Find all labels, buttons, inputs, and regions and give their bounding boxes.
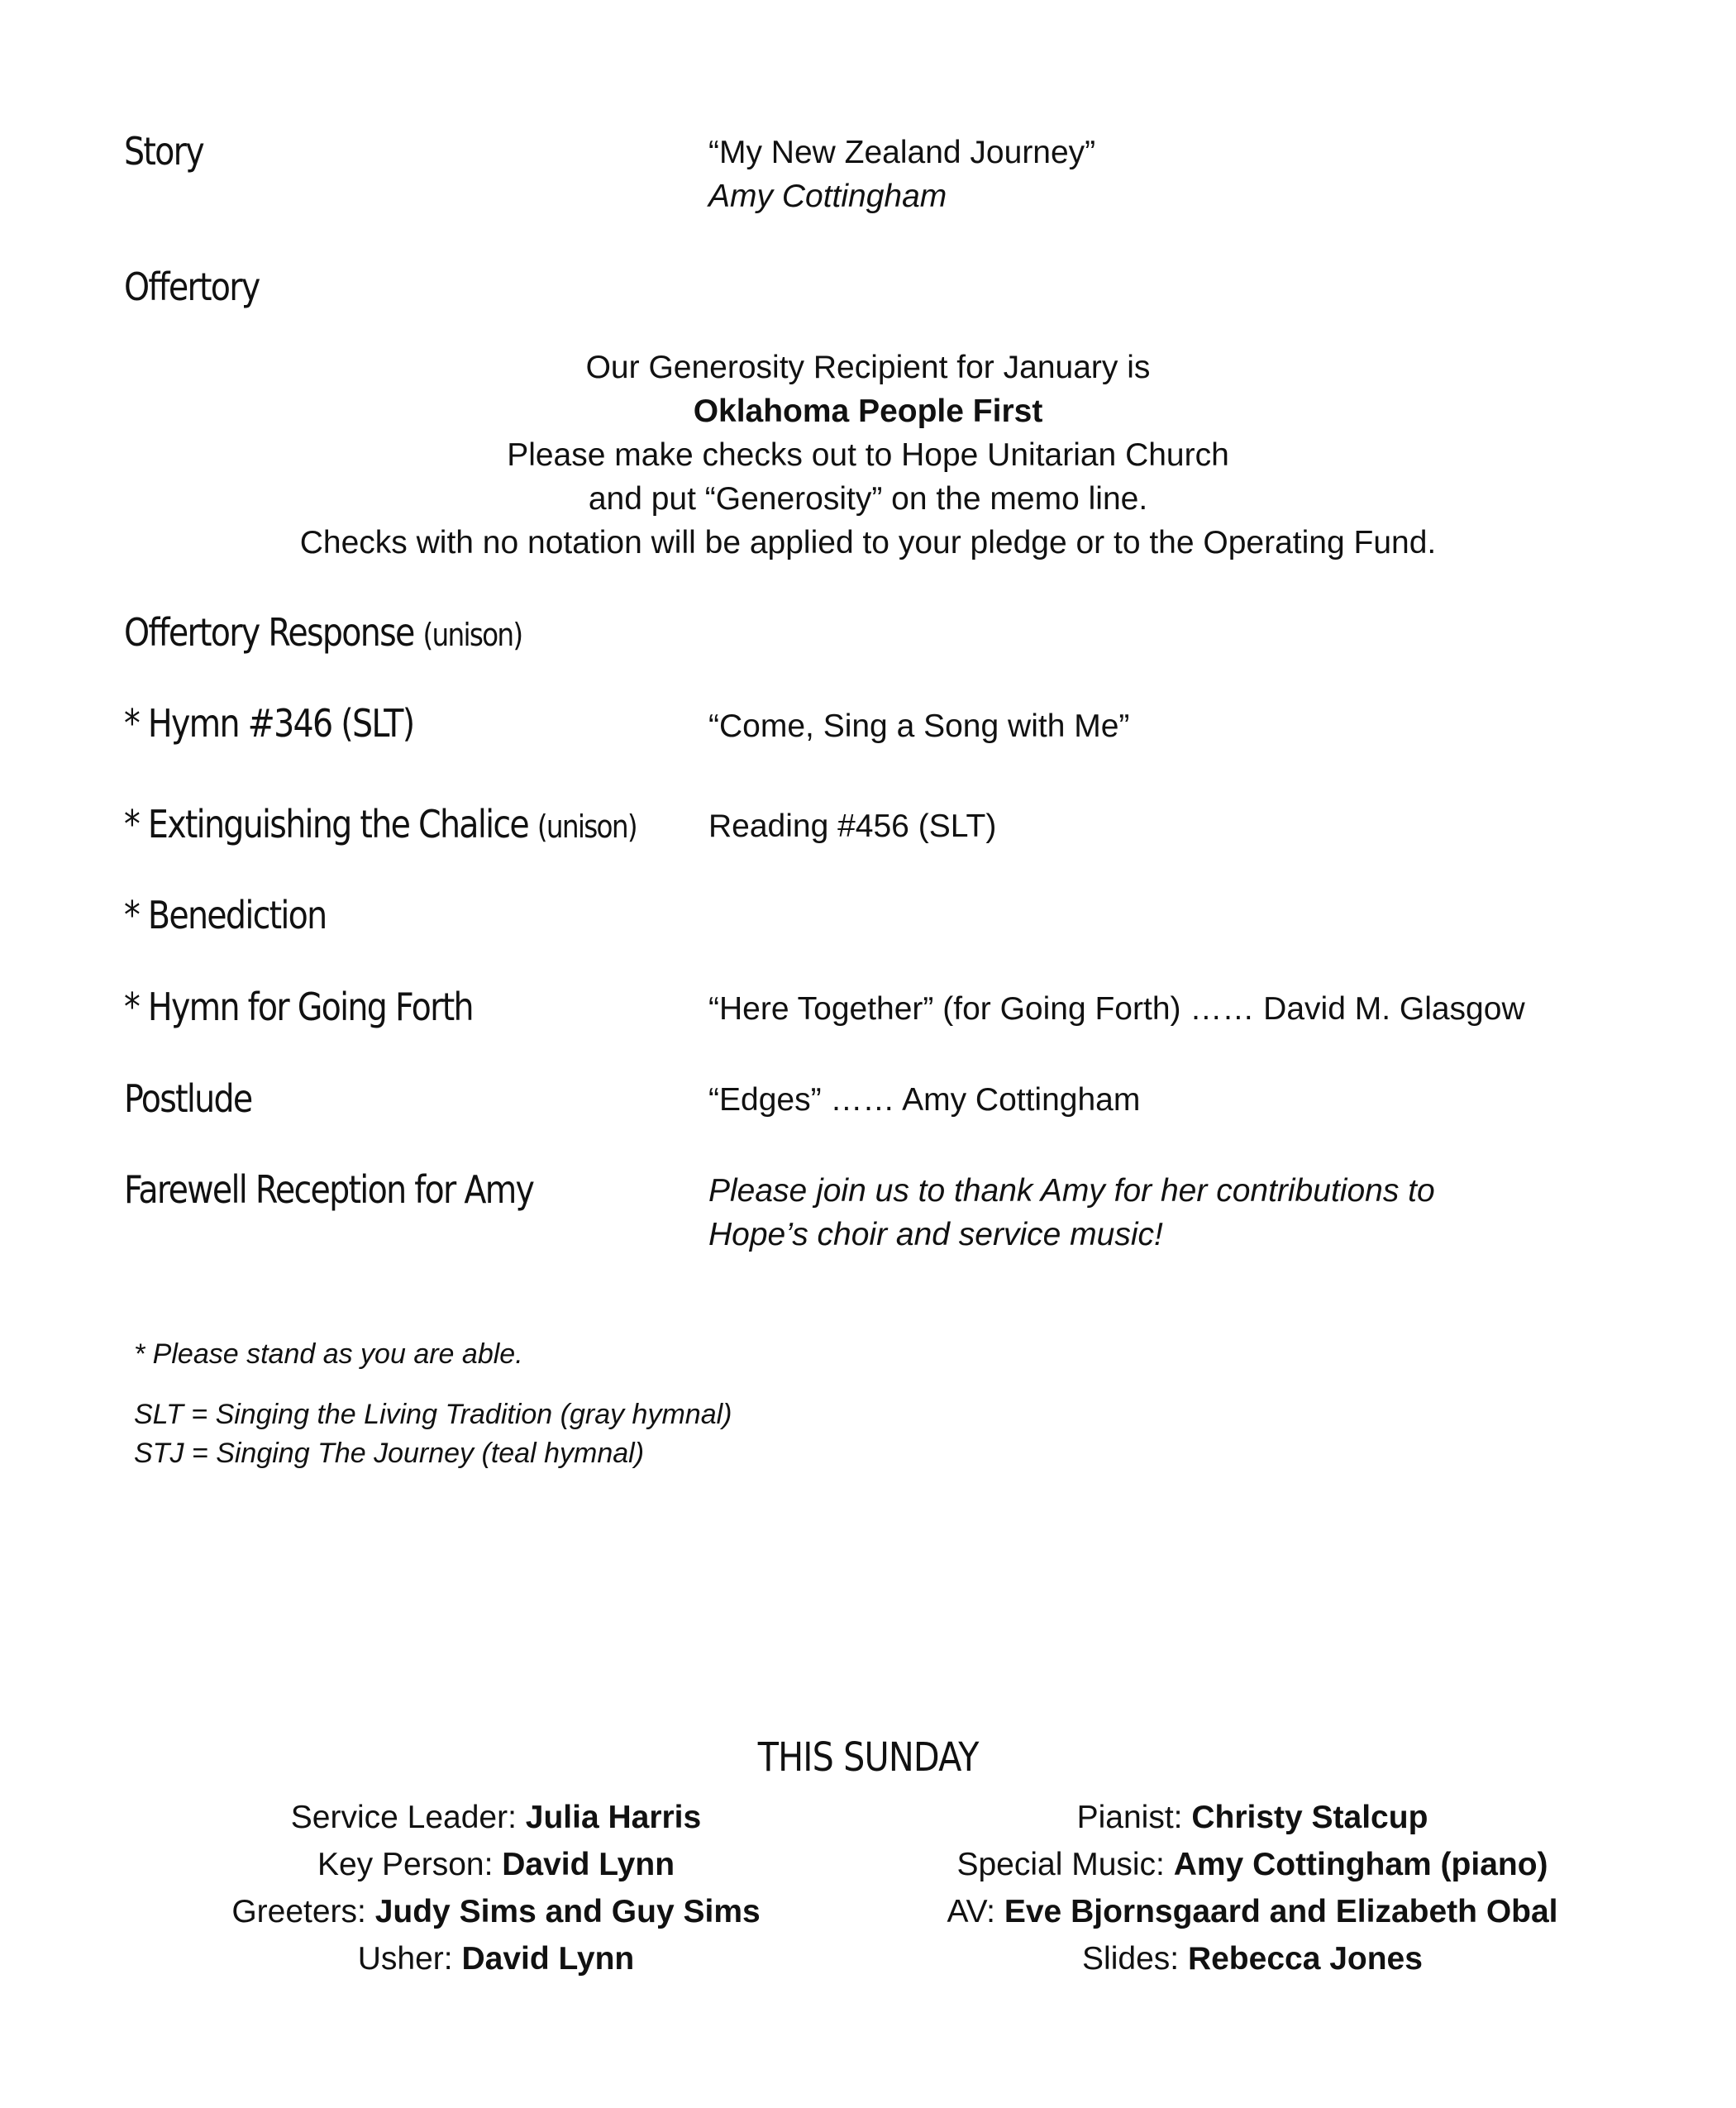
stand-note: * Please stand as you are able. <box>134 1338 523 1370</box>
farewell-heading: Farewell Reception for Amy <box>124 1167 534 1212</box>
story-presenter: Amy Cottingham <box>708 179 947 214</box>
hymn-346-heading: * Hymn #346 (SLT) <box>124 701 414 746</box>
extinguishing-reading: Reading #456 (SLT) <box>708 808 997 844</box>
role-label: Greeters: <box>231 1894 375 1929</box>
role-label: Pianist: <box>1076 1800 1192 1835</box>
farewell-line: Please join us to thank Amy for her contributions to <box>708 1173 1435 1209</box>
offertory-heading: Offertory <box>124 265 260 309</box>
this-sunday-right-column <box>893 1794 1612 1982</box>
this-sunday-title <box>0 1734 1736 1781</box>
role-row <box>165 1841 827 1888</box>
role-label: Special Music: <box>956 1847 1174 1882</box>
role-row <box>165 1935 827 1982</box>
farewell-line: Hope’s choir and service music! <box>708 1217 1163 1252</box>
role-label: Service Leader: <box>290 1800 526 1835</box>
offertory-line: Our Generosity Recipient for January is <box>585 350 1151 385</box>
role-person: Eve Bjornsgaard and Elizabeth Obal <box>1004 1894 1558 1929</box>
offertory-message <box>0 346 1736 565</box>
offertory-response-label: Offertory Response <box>124 610 414 655</box>
role-row <box>893 1794 1612 1841</box>
role-person: David Lynn <box>502 1847 675 1882</box>
extinguishing-note: (unison) <box>537 808 637 845</box>
role-person: David Lynn <box>461 1941 635 1977</box>
hymn-going-forth-title: “Here Together” (for Going Forth) …… David M. Glasgow <box>708 991 1525 1027</box>
offertory-line: Please make checks out to Hope Unitarian Church <box>507 437 1229 473</box>
role-row <box>165 1794 827 1841</box>
postlude-heading: Postlude <box>124 1076 252 1121</box>
role-row <box>893 1841 1612 1888</box>
hymn-going-forth-heading: * Hymn for Going Forth <box>124 985 473 1029</box>
role-person: Christy Stalcup <box>1191 1800 1428 1835</box>
this-sunday-left-column <box>165 1794 827 1982</box>
offertory-line: Checks with no notation will be applied to your pledge or to the Operating Fund. <box>299 525 1437 560</box>
slt-note: SLT = Singing the Living Tradition (gray hymnal) <box>134 1399 732 1430</box>
role-person: Amy Cottingham (piano) <box>1173 1847 1548 1882</box>
role-label: AV: <box>947 1894 1004 1929</box>
postlude-title: “Edges” …… Amy Cottingham <box>708 1082 1141 1118</box>
role-label: Slides: <box>1082 1941 1188 1977</box>
story-title: “My New Zealand Journey” <box>708 135 1096 170</box>
offertory-line: and put “Generosity” on the memo line. <box>588 481 1148 517</box>
this-sunday-title-text: THIS SUNDAY <box>757 1734 979 1781</box>
role-person: Rebecca Jones <box>1187 1941 1423 1977</box>
role-person: Julia Harris <box>525 1800 702 1835</box>
role-row <box>893 1935 1612 1982</box>
benediction-heading: * Benediction <box>124 893 327 937</box>
extinguishing-heading <box>124 804 637 846</box>
offertory-response-note: (unison) <box>422 617 522 653</box>
story-heading: Story <box>124 129 203 174</box>
role-person: Judy Sims and Guy Sims <box>374 1894 761 1929</box>
role-label: Usher: <box>357 1941 462 1977</box>
generosity-recipient: Oklahoma People First <box>693 393 1043 429</box>
extinguishing-label: * Extinguishing the Chalice <box>124 802 529 847</box>
hymn-346-title: “Come, Sing a Song with Me” <box>708 708 1130 744</box>
stj-note: STJ = Singing The Journey (teal hymnal) <box>134 1438 645 1469</box>
role-label: Key Person: <box>317 1847 503 1882</box>
role-row <box>893 1888 1612 1935</box>
offertory-response-heading <box>124 612 522 654</box>
role-row <box>165 1888 827 1935</box>
